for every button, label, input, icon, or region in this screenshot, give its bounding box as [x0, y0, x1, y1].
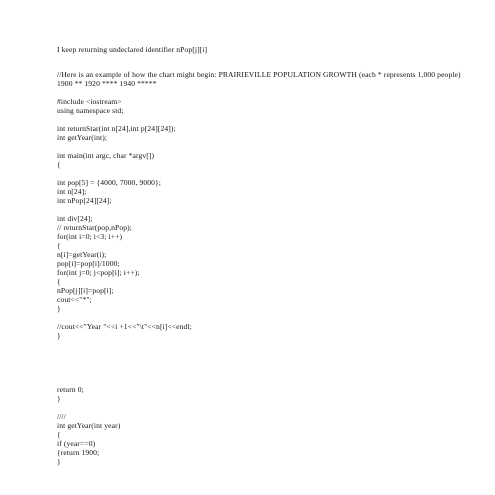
separator-comment: ////: [57, 412, 66, 421]
returnstar-call-comment: // returnStar(pop,nPop);: [57, 223, 132, 232]
main-signature: int main(int argc, char *argv[]): [57, 151, 155, 160]
brace-open: {: [57, 430, 61, 439]
brace-open: {: [57, 277, 61, 286]
getyear-declaration: int getYear(int);: [57, 133, 108, 142]
brace-close: }: [57, 331, 61, 340]
code-document: [57, 45, 477, 466]
outer-for-loop: for(int i=0; i<3; i++): [57, 232, 123, 241]
brace-open: {: [57, 241, 61, 250]
getyear-signature: int getYear(int year): [57, 421, 121, 430]
comment-chart-example: //Here is an example of how the chart might begin: PRAIRIEVILLE POPULATION GROWTH (each * represents 1,000 people) 1900 ** 1920 **** 1940 *****: [57, 70, 461, 88]
brace-open: {: [57, 160, 61, 169]
assign-npop-line: nPop[j][i]=pop[i];: [57, 286, 114, 295]
include-line: #include <iostream>: [57, 97, 122, 106]
cout-comment-line: //cout<<"Year "<<i +1<<"\t"<<n[i]<<endl;: [57, 322, 192, 331]
return-statement: return 0;: [57, 385, 84, 394]
brace-close: }: [57, 394, 61, 403]
div-declaration: int div[24];: [57, 214, 93, 223]
if-statement: if (year==0): [57, 439, 96, 448]
intro-text: I keep returning undeclared identifier nPop[j][i]: [57, 45, 208, 54]
cout-star-line: cout<<"*";: [57, 295, 92, 304]
pop-declaration: int pop[5] = {4000, 7000, 9000};: [57, 178, 161, 187]
assign-year-line: n[i]=getYear(i);: [57, 250, 107, 259]
return-1900-line: {return 1900;: [57, 448, 100, 457]
inner-for-loop: for(int j=0; j<pop[i]; i++);: [57, 268, 140, 277]
assign-pop-line: pop[i]=pop[i]/1000;: [57, 259, 120, 268]
brace-close: }: [57, 457, 61, 466]
n-declaration: int n[24];: [57, 187, 87, 196]
using-namespace-line: using namespace std;: [57, 106, 124, 115]
brace-close: }: [57, 304, 61, 313]
returnstar-declaration: int returnStar(int n[24],int p[24][24]);: [57, 124, 176, 133]
npop-declaration: int nPop[24][24];: [57, 196, 112, 205]
